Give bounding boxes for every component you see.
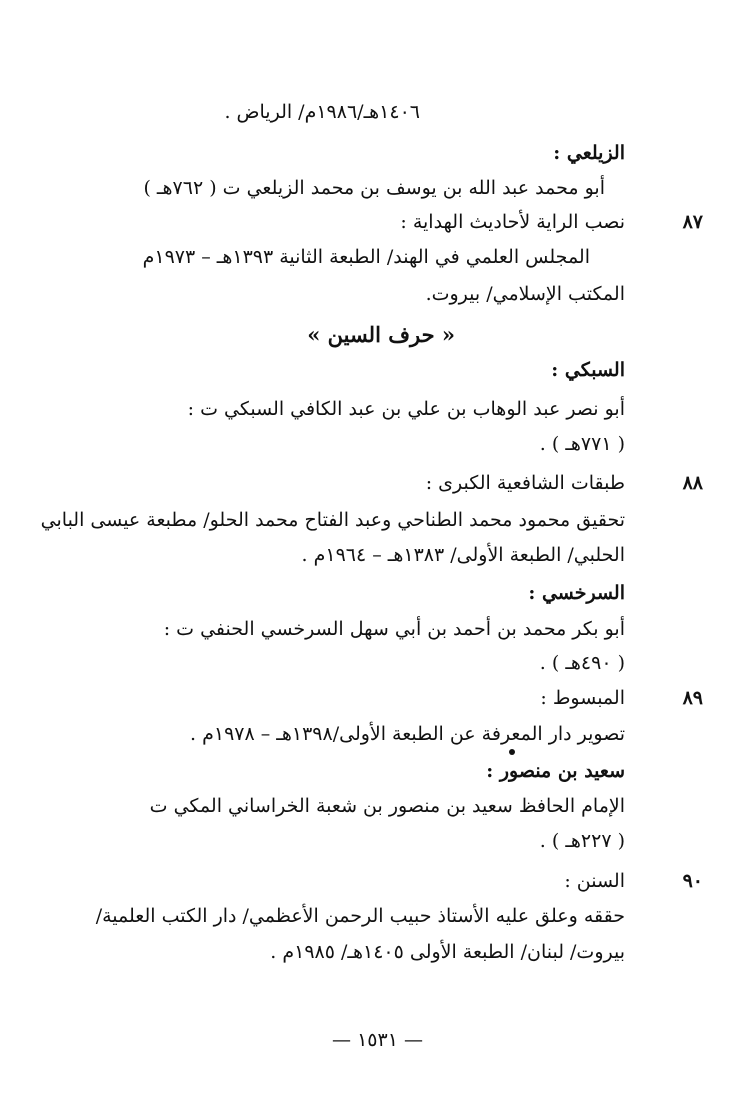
entry-number: ٨٩	[682, 687, 703, 709]
entry-number: ٩٠	[682, 870, 703, 892]
text-line: تحقيق محمود محمد الطناحي وعبد الفتاح محمد الحلو/ مطبعة عيسى البابي	[40, 509, 625, 531]
text-line: تصوير دار المعرفة عن الطبعة الأولى/١٣٩٨هـ – ١٩٧٨م .	[190, 723, 625, 745]
text-line: الإمام الحافظ سعيد بن منصور بن شعبة الخراساني المكي ت	[149, 795, 625, 817]
text-line: ١٤٠٦هـ/١٩٨٦م/ الرياض .	[224, 101, 420, 123]
entry-title: طبقات الشافعية الكبرى :	[425, 472, 625, 494]
text-line: أبو محمد عبد الله بن يوسف بن محمد الزيلعي ت ( ٧٦٢هـ )	[143, 177, 605, 199]
ink-dot	[509, 749, 515, 755]
text-line: أبو بكر محمد بن أحمد بن أبي سهل السرخسي الحنفي ت :	[163, 618, 625, 640]
text-line: أبو نصر عبد الوهاب بن علي بن عبد الكافي السبكي ت :	[187, 398, 625, 420]
author-heading: السبكي :	[551, 359, 625, 381]
text-line: بيروت/ لبنان/ الطبعة الأولى ١٤٠٥هـ/ ١٩٨٥م .	[270, 941, 625, 963]
author-heading: السرخسي :	[528, 582, 625, 604]
text-line: ( ٧٧١هـ ) .	[539, 433, 625, 455]
author-heading: الزيلعي :	[553, 142, 625, 164]
entry-number: ٨٨	[682, 472, 703, 494]
entry-title: نصب الراية لأحاديث الهداية :	[400, 211, 625, 233]
page-number: — ١٥٣١ —	[332, 1029, 423, 1051]
text-line: المكتب الإسلامي/ بيروت.	[425, 283, 625, 305]
author-heading: سعيد بن منصور :	[486, 760, 625, 782]
text-line: ( ٢٢٧هـ ) .	[539, 830, 625, 852]
text-line: المجلس العلمي في الهند/ الطبعة الثانية ١٣٩٣هـ – ١٩٧٣م	[142, 246, 590, 268]
entry-title: السنن :	[564, 870, 625, 892]
text-line: حققه وعلق عليه الأستاذ حبيب الرحمن الأعظمي/ دار الكتب العلمية/	[95, 905, 625, 927]
text-line: ( ٤٩٠هـ ) .	[539, 652, 625, 674]
entry-title: المبسوط :	[540, 687, 625, 709]
entry-number: ٨٧	[682, 211, 703, 233]
text-line: الحلبي/ الطبعة الأولى/ ١٣٨٣هـ – ١٩٦٤م .	[301, 544, 625, 566]
section-heading: « حرف السين »	[307, 322, 455, 347]
